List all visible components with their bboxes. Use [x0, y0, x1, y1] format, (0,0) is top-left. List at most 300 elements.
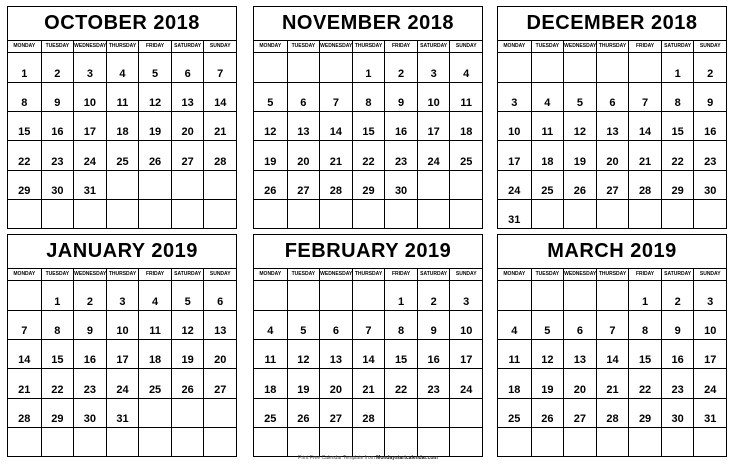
- empty-day-cell: [628, 53, 661, 82]
- weekday-label: SUNDAY: [449, 269, 482, 280]
- day-cell: 6: [319, 310, 352, 339]
- empty-day-cell: [352, 427, 385, 456]
- empty-day-cell: [693, 199, 726, 228]
- day-grid: [8, 281, 236, 456]
- day-cell: 5: [254, 82, 287, 111]
- empty-day-cell: [138, 427, 171, 456]
- empty-day-cell: [417, 199, 450, 228]
- day-cell: 18: [449, 111, 482, 140]
- day-grid: [254, 281, 482, 456]
- day-cell: 31: [693, 398, 726, 427]
- weekday-label: THURSDAY: [596, 41, 629, 52]
- day-cell: 2: [384, 53, 417, 82]
- empty-day-cell: [384, 199, 417, 228]
- empty-day-cell: [319, 53, 352, 82]
- day-cell: 6: [171, 53, 204, 82]
- day-cell: 17: [693, 339, 726, 368]
- weekday-label: WEDNESDAY: [73, 269, 106, 280]
- day-cell: 10: [498, 111, 531, 140]
- footer-text: Print Free Calendar Template from: [298, 455, 377, 461]
- weekday-header-row: [8, 40, 236, 53]
- day-cell: 3: [417, 53, 450, 82]
- day-cell: 1: [628, 281, 661, 310]
- day-cell: 26: [563, 170, 596, 199]
- day-cell: 26: [531, 398, 564, 427]
- day-cell: 9: [661, 310, 694, 339]
- weekday-label: SUNDAY: [693, 269, 726, 280]
- weekday-header-row: [498, 268, 726, 281]
- empty-day-cell: [254, 53, 287, 82]
- weekday-label: FRIDAY: [138, 41, 171, 52]
- calendar-january-2019: [7, 234, 237, 457]
- weekday-label: MONDAY: [259, 43, 282, 49]
- day-cell: 19: [563, 140, 596, 169]
- day-cell: 9: [417, 310, 450, 339]
- weekday-label: MONDAY: [503, 43, 526, 49]
- empty-day-cell: [203, 170, 236, 199]
- month-title: MARCH 2019: [547, 240, 677, 262]
- empty-day-cell: [106, 427, 139, 456]
- day-cell: 6: [563, 310, 596, 339]
- day-cell: 27: [563, 398, 596, 427]
- day-cell: 29: [352, 170, 385, 199]
- day-cell: 12: [171, 310, 204, 339]
- day-cell: 2: [693, 53, 726, 82]
- day-cell: 13: [563, 339, 596, 368]
- day-cell: 7: [596, 310, 629, 339]
- empty-day-cell: [171, 199, 204, 228]
- day-grid: [498, 281, 726, 456]
- day-cell: 11: [138, 310, 171, 339]
- day-cell: 20: [596, 140, 629, 169]
- empty-day-cell: [287, 281, 320, 310]
- day-cell: 16: [41, 111, 74, 140]
- empty-day-cell: [73, 199, 106, 228]
- day-cell: 23: [693, 140, 726, 169]
- day-cell: 17: [73, 111, 106, 140]
- empty-day-cell: [498, 281, 531, 310]
- day-cell: 31: [498, 199, 531, 228]
- empty-day-cell: [596, 281, 629, 310]
- day-cell: 26: [287, 398, 320, 427]
- day-cell: 4: [449, 53, 482, 82]
- empty-day-cell: [319, 281, 352, 310]
- day-cell: 20: [203, 339, 236, 368]
- day-cell: 4: [498, 310, 531, 339]
- day-cell: 27: [596, 170, 629, 199]
- weekday-header-row: [8, 268, 236, 281]
- weekday-label: SUNDAY: [203, 41, 236, 52]
- day-cell: 24: [417, 140, 450, 169]
- day-cell: 19: [138, 111, 171, 140]
- day-cell: 14: [203, 82, 236, 111]
- day-cell: 28: [352, 398, 385, 427]
- day-cell: 28: [319, 170, 352, 199]
- day-cell: 6: [203, 281, 236, 310]
- day-cell: 14: [319, 111, 352, 140]
- weekday-label: MONDAY: [259, 271, 282, 277]
- day-cell: 25: [106, 140, 139, 169]
- day-cell: 1: [352, 53, 385, 82]
- weekday-label: THURSDAY: [106, 269, 139, 280]
- day-cell: 21: [352, 368, 385, 397]
- day-cell: 5: [563, 82, 596, 111]
- weekday-label: WEDNESDAY: [319, 269, 352, 280]
- day-cell: 13: [319, 339, 352, 368]
- day-cell: 22: [384, 368, 417, 397]
- day-cell: 5: [531, 310, 564, 339]
- day-cell: 13: [596, 111, 629, 140]
- empty-day-cell: [352, 199, 385, 228]
- day-cell: 16: [417, 339, 450, 368]
- empty-day-cell: [563, 281, 596, 310]
- day-cell: 21: [8, 368, 41, 397]
- day-cell: 29: [41, 398, 74, 427]
- day-cell: 7: [319, 82, 352, 111]
- day-cell: 12: [287, 339, 320, 368]
- empty-day-cell: [563, 199, 596, 228]
- day-cell: 22: [661, 140, 694, 169]
- weekday-header-row: [498, 40, 726, 53]
- empty-day-cell: [449, 427, 482, 456]
- day-cell: 18: [138, 339, 171, 368]
- weekday-label: SATURDAY: [417, 269, 450, 280]
- weekday-label: SATURDAY: [661, 41, 694, 52]
- weekday-label: FRIDAY: [384, 269, 417, 280]
- day-cell: 22: [8, 140, 41, 169]
- empty-day-cell: [287, 199, 320, 228]
- empty-day-cell: [417, 170, 450, 199]
- day-cell: 19: [287, 368, 320, 397]
- day-cell: 6: [596, 82, 629, 111]
- day-cell: 20: [563, 368, 596, 397]
- day-cell: 30: [661, 398, 694, 427]
- day-cell: 5: [287, 310, 320, 339]
- empty-day-cell: [628, 427, 661, 456]
- day-cell: 16: [384, 111, 417, 140]
- day-cell: 11: [106, 82, 139, 111]
- weekday-label: MONDAY: [13, 43, 36, 49]
- weekday-label: THURSDAY: [352, 269, 385, 280]
- day-cell: 15: [41, 339, 74, 368]
- empty-day-cell: [8, 281, 41, 310]
- day-cell: 11: [254, 339, 287, 368]
- day-cell: 23: [384, 140, 417, 169]
- day-cell: 2: [661, 281, 694, 310]
- day-cell: 8: [628, 310, 661, 339]
- empty-day-cell: [8, 199, 41, 228]
- empty-day-cell: [254, 281, 287, 310]
- weekday-label: THURSDAY: [106, 41, 139, 52]
- day-cell: 7: [203, 53, 236, 82]
- day-cell: 29: [661, 170, 694, 199]
- day-cell: 15: [352, 111, 385, 140]
- day-cell: 1: [661, 53, 694, 82]
- day-cell: 23: [661, 368, 694, 397]
- weekday-header-row: [254, 268, 482, 281]
- day-cell: 12: [138, 82, 171, 111]
- month-title: JANUARY 2019: [46, 240, 198, 262]
- empty-day-cell: [319, 427, 352, 456]
- day-cell: 18: [531, 140, 564, 169]
- weekday-label: TUESDAY: [531, 41, 564, 52]
- day-cell: 18: [498, 368, 531, 397]
- day-cell: 16: [73, 339, 106, 368]
- day-cell: 27: [171, 140, 204, 169]
- day-cell: 29: [8, 170, 41, 199]
- day-cell: 14: [596, 339, 629, 368]
- day-cell: 25: [138, 368, 171, 397]
- day-cell: 21: [319, 140, 352, 169]
- empty-day-cell: [563, 53, 596, 82]
- day-cell: 3: [693, 281, 726, 310]
- day-cell: 25: [449, 140, 482, 169]
- empty-day-cell: [319, 199, 352, 228]
- day-cell: 18: [254, 368, 287, 397]
- day-cell: 10: [449, 310, 482, 339]
- weekday-label: FRIDAY: [384, 41, 417, 52]
- day-cell: 6: [287, 82, 320, 111]
- month-title: DECEMBER 2018: [526, 12, 698, 34]
- empty-day-cell: [531, 427, 564, 456]
- day-cell: 24: [449, 368, 482, 397]
- empty-day-cell: [384, 427, 417, 456]
- day-cell: 23: [417, 368, 450, 397]
- weekday-label: SATURDAY: [417, 41, 450, 52]
- empty-day-cell: [203, 199, 236, 228]
- day-cell: 3: [449, 281, 482, 310]
- day-cell: 19: [531, 368, 564, 397]
- day-cell: 27: [319, 398, 352, 427]
- day-cell: 17: [106, 339, 139, 368]
- day-cell: 28: [8, 398, 41, 427]
- day-cell: 30: [693, 170, 726, 199]
- day-cell: 10: [417, 82, 450, 111]
- empty-day-cell: [661, 427, 694, 456]
- calendar-november-2018: [253, 6, 483, 229]
- day-cell: 12: [254, 111, 287, 140]
- day-cell: 4: [138, 281, 171, 310]
- day-cell: 9: [73, 310, 106, 339]
- weekday-label: TUESDAY: [41, 41, 74, 52]
- day-cell: 22: [628, 368, 661, 397]
- empty-day-cell: [531, 281, 564, 310]
- empty-day-cell: [596, 427, 629, 456]
- day-cell: 12: [563, 111, 596, 140]
- day-cell: 30: [384, 170, 417, 199]
- day-cell: 8: [41, 310, 74, 339]
- weekday-label: WEDNESDAY: [563, 41, 596, 52]
- day-cell: 15: [628, 339, 661, 368]
- empty-day-cell: [417, 398, 450, 427]
- day-cell: 25: [254, 398, 287, 427]
- empty-day-cell: [287, 427, 320, 456]
- empty-day-cell: [73, 427, 106, 456]
- day-cell: 28: [203, 140, 236, 169]
- month-title: OCTOBER 2018: [44, 12, 200, 34]
- day-cell: 20: [287, 140, 320, 169]
- day-grid: [254, 53, 482, 228]
- empty-day-cell: [203, 427, 236, 456]
- weekday-label: SATURDAY: [171, 269, 204, 280]
- day-cell: 29: [628, 398, 661, 427]
- day-cell: 21: [596, 368, 629, 397]
- empty-day-cell: [254, 427, 287, 456]
- empty-day-cell: [41, 199, 74, 228]
- day-grid: [498, 53, 726, 228]
- empty-day-cell: [138, 398, 171, 427]
- day-cell: 11: [449, 82, 482, 111]
- day-cell: 8: [352, 82, 385, 111]
- day-cell: 24: [106, 368, 139, 397]
- weekday-label: TUESDAY: [41, 269, 74, 280]
- day-cell: 7: [352, 310, 385, 339]
- day-cell: 23: [73, 368, 106, 397]
- day-cell: 19: [171, 339, 204, 368]
- empty-day-cell: [171, 427, 204, 456]
- day-cell: 3: [498, 82, 531, 111]
- day-cell: 26: [138, 140, 171, 169]
- day-cell: 8: [384, 310, 417, 339]
- day-cell: 7: [8, 310, 41, 339]
- day-cell: 24: [498, 170, 531, 199]
- empty-day-cell: [106, 199, 139, 228]
- empty-day-cell: [563, 427, 596, 456]
- empty-day-cell: [531, 199, 564, 228]
- day-cell: 9: [41, 82, 74, 111]
- weekday-header-row: [254, 40, 482, 53]
- empty-day-cell: [596, 199, 629, 228]
- weekday-label: WEDNESDAY: [319, 41, 352, 52]
- day-cell: 10: [73, 82, 106, 111]
- day-cell: 15: [8, 111, 41, 140]
- weekday-label: FRIDAY: [628, 269, 661, 280]
- empty-day-cell: [41, 427, 74, 456]
- empty-day-cell: [287, 53, 320, 82]
- empty-day-cell: [417, 427, 450, 456]
- empty-day-cell: [203, 398, 236, 427]
- weekday-label: TUESDAY: [287, 41, 320, 52]
- month-title: NOVEMBER 2018: [281, 12, 455, 34]
- day-cell: 13: [203, 310, 236, 339]
- weekday-label: WEDNESDAY: [73, 41, 106, 52]
- footer-credit: [0, 455, 736, 461]
- day-cell: 27: [203, 368, 236, 397]
- day-cell: 11: [498, 339, 531, 368]
- calendar-october-2018: [7, 6, 237, 229]
- day-cell: 4: [106, 53, 139, 82]
- day-grid: [8, 53, 236, 228]
- empty-day-cell: [352, 281, 385, 310]
- day-cell: 8: [8, 82, 41, 111]
- day-cell: 31: [73, 170, 106, 199]
- empty-day-cell: [171, 170, 204, 199]
- empty-day-cell: [498, 427, 531, 456]
- weekday-label: FRIDAY: [138, 269, 171, 280]
- day-cell: 14: [352, 339, 385, 368]
- day-cell: 17: [498, 140, 531, 169]
- day-cell: 23: [41, 140, 74, 169]
- day-cell: 9: [384, 82, 417, 111]
- day-cell: 22: [41, 368, 74, 397]
- day-cell: 1: [41, 281, 74, 310]
- day-cell: 10: [693, 310, 726, 339]
- empty-day-cell: [171, 398, 204, 427]
- day-cell: 3: [73, 53, 106, 82]
- weekday-label: SUNDAY: [203, 269, 236, 280]
- day-cell: 2: [417, 281, 450, 310]
- weekday-label: TUESDAY: [531, 269, 564, 280]
- empty-day-cell: [449, 398, 482, 427]
- day-cell: 21: [628, 140, 661, 169]
- weekday-label: MONDAY: [13, 271, 36, 277]
- day-cell: 2: [41, 53, 74, 82]
- day-cell: 8: [661, 82, 694, 111]
- empty-day-cell: [628, 199, 661, 228]
- empty-day-cell: [449, 199, 482, 228]
- calendar-december-2018: [497, 6, 727, 229]
- day-cell: 19: [254, 140, 287, 169]
- weekday-label: SUNDAY: [693, 41, 726, 52]
- day-cell: 1: [21, 68, 28, 81]
- day-cell: 30: [41, 170, 74, 199]
- empty-day-cell: [384, 398, 417, 427]
- empty-day-cell: [138, 170, 171, 199]
- calendar-march-2019: [497, 234, 727, 457]
- day-cell: 5: [138, 53, 171, 82]
- weekday-label: TUESDAY: [287, 269, 320, 280]
- day-cell: 14: [628, 111, 661, 140]
- day-cell: 13: [287, 111, 320, 140]
- empty-day-cell: [596, 53, 629, 82]
- weekday-label: SUNDAY: [449, 41, 482, 52]
- day-cell: 14: [8, 339, 41, 368]
- day-cell: 15: [384, 339, 417, 368]
- day-cell: 2: [73, 281, 106, 310]
- empty-day-cell: [693, 427, 726, 456]
- weekday-label: SATURDAY: [171, 41, 204, 52]
- empty-day-cell: [661, 199, 694, 228]
- day-cell: 11: [531, 111, 564, 140]
- month-title: FEBRUARY 2019: [284, 240, 452, 262]
- day-cell: 20: [319, 368, 352, 397]
- weekday-label: SATURDAY: [661, 269, 694, 280]
- calendar-february-2019: [253, 234, 483, 457]
- day-cell: 16: [661, 339, 694, 368]
- day-cell: 24: [73, 140, 106, 169]
- day-cell: 17: [449, 339, 482, 368]
- day-cell: 16: [693, 111, 726, 140]
- day-cell: 4: [531, 82, 564, 111]
- day-cell: 12: [531, 339, 564, 368]
- day-cell: 17: [417, 111, 450, 140]
- day-cell: 15: [661, 111, 694, 140]
- empty-day-cell: [498, 53, 531, 82]
- day-cell: 31: [106, 398, 139, 427]
- day-cell: 7: [628, 82, 661, 111]
- weekday-label: FRIDAY: [628, 41, 661, 52]
- day-cell: 25: [498, 398, 531, 427]
- day-cell: 28: [628, 170, 661, 199]
- day-cell: 9: [693, 82, 726, 111]
- day-cell: 26: [171, 368, 204, 397]
- day-cell: 20: [171, 111, 204, 140]
- day-cell: 4: [254, 310, 287, 339]
- weekday-label: WEDNESDAY: [563, 269, 596, 280]
- empty-day-cell: [531, 53, 564, 82]
- day-cell: 30: [73, 398, 106, 427]
- day-cell: 26: [254, 170, 287, 199]
